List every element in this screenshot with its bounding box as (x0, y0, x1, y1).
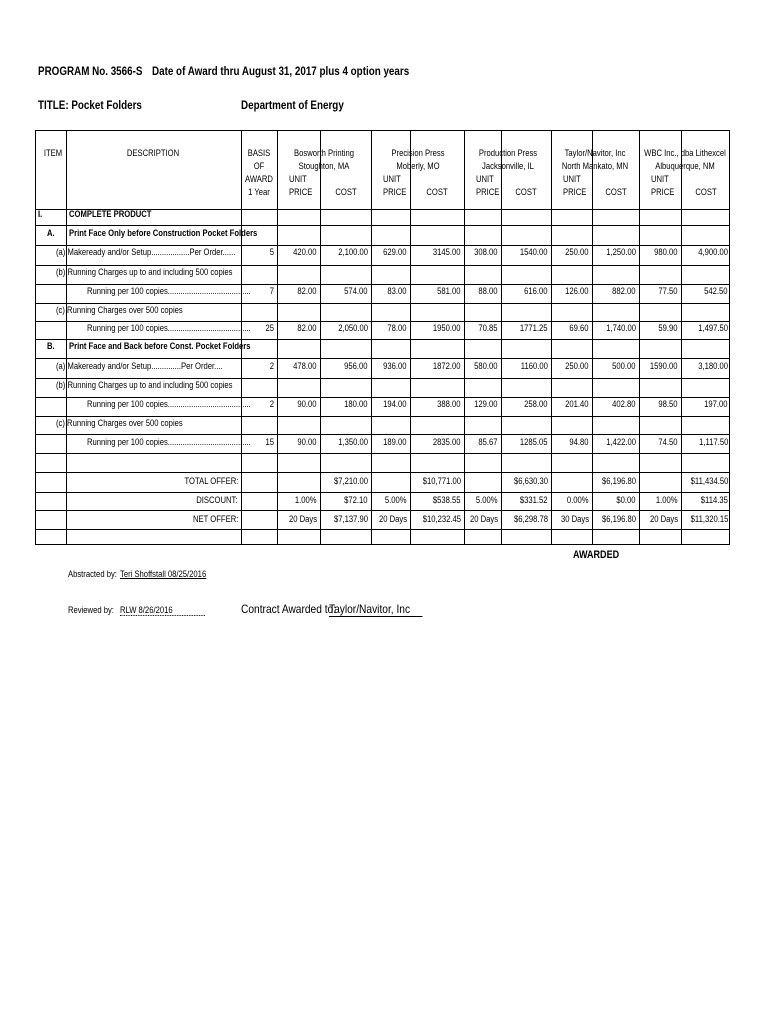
discount-value: $538.55 (433, 495, 461, 505)
unit-price-header: UNIT (289, 174, 307, 184)
cost-cell: 581.00 (437, 286, 461, 296)
unit-price-cell: 980.00 (654, 247, 678, 257)
cost-cell: 3,180.00 (698, 361, 728, 371)
line-item-description: COMPLETE PRODUCT (69, 209, 152, 219)
row-divider (36, 358, 729, 359)
net-value: $10,232.45 (422, 514, 461, 524)
net-value: 20 Days (469, 514, 498, 524)
unit-price-cell: 94.80 (569, 437, 589, 447)
row-divider (36, 434, 729, 435)
line-item-description: (b) Running Charges up to and including 500 copies (56, 380, 233, 390)
net-label: NET OFFER: (192, 514, 238, 524)
line-item-description: Running per 100 copies....................................... (87, 399, 251, 409)
unit-price-cell: 77.50 (658, 286, 678, 296)
unit-price-header: PRICE (476, 187, 500, 197)
unit-price-cell: 126.00 (565, 286, 589, 296)
cost-cell: 388.00 (437, 399, 461, 409)
row-divider (36, 265, 729, 266)
unit-price-header: UNIT (383, 174, 401, 184)
basis-column-header: OF (253, 161, 265, 171)
line-item-description: (a) Makeready and/or Setup..............Per Order.... (56, 361, 223, 371)
unit-price-header: UNIT (476, 174, 494, 184)
net-value: 20 Days (378, 514, 407, 524)
cost-cell: 2,100.00 (338, 247, 368, 257)
line-item-description: (c) Running Charges over 500 copies (56, 418, 183, 428)
unit-price-cell: 83.00 (387, 286, 407, 296)
cost-cell: 1,422.00 (606, 437, 636, 447)
contract-awarded-value: Taylor/Navitor, Inc (329, 602, 423, 617)
net-value: 20 Days (649, 514, 678, 524)
discount-value: $72.10 (344, 495, 368, 505)
unit-price-header: PRICE (651, 187, 675, 197)
cost-cell: 2,050.00 (338, 323, 368, 333)
vendor-location: Moberly, MO (395, 161, 440, 171)
unit-price-cell: 78.00 (387, 323, 407, 333)
vendor-location: North Mankato, MN (561, 161, 629, 171)
row-divider (36, 510, 729, 511)
row-divider (36, 397, 729, 398)
cost-cell: 616.00 (524, 286, 548, 296)
document-title: TITLE: Pocket Folders (38, 98, 142, 112)
net-value: 30 Days (560, 514, 589, 524)
discount-value: 0.00% (567, 495, 589, 505)
total-value: $6,196.80 (601, 476, 636, 486)
unit-price-cell: 250.00 (565, 247, 589, 257)
unit-price-cell: 69.60 (569, 323, 589, 333)
reviewed-by-label: Reviewed by: (68, 605, 114, 615)
cost-cell: 500.00 (612, 361, 636, 371)
row-divider (36, 303, 729, 304)
row-divider (36, 416, 729, 417)
unit-price-cell: 129.00 (474, 399, 498, 409)
unit-price-header: PRICE (383, 187, 407, 197)
discount-value: 5.00% (476, 495, 498, 505)
row-divider (36, 529, 729, 530)
line-item-description: Running per 100 copies....................................... (87, 323, 251, 333)
item-number: A. (47, 228, 55, 238)
line-item-description: (c) Running Charges over 500 copies (56, 305, 183, 315)
net-value: $6,196.80 (601, 514, 636, 524)
unit-price-cell: 189.00 (383, 437, 407, 447)
cost-cell: 1,117.50 (698, 437, 728, 447)
net-value: $6,298.78 (513, 514, 548, 524)
unit-price-cell: 194.00 (383, 399, 407, 409)
cost-cell: 542.50 (704, 286, 728, 296)
cost-cell: 180.00 (344, 399, 368, 409)
unit-price-cell: 420.00 (293, 247, 317, 257)
awarded-label: AWARDED (573, 549, 620, 561)
vendor-location: Jacksonville, IL (481, 161, 534, 171)
line-item-description: (b) Running Charges up to and including 500 copies (56, 267, 233, 277)
unit-price-cell: 936.00 (383, 361, 407, 371)
row-divider (36, 284, 729, 285)
cost-column-header: COST (515, 187, 537, 197)
vendor-name: Taylor/Navitor, Inc (564, 148, 626, 158)
discount-value: 1.00% (295, 495, 317, 505)
line-item-description: (a) Makeready and/or Setup..................Per Order...... (56, 247, 236, 257)
department-name: Department of Energy (241, 98, 344, 112)
unit-price-cell: 580.00 (474, 361, 498, 371)
cost-cell: 1,350.00 (338, 437, 368, 447)
row-divider (36, 245, 729, 246)
line-item-description: Print Face Only before Construction Pocket Folders (69, 228, 258, 238)
cost-cell: 1540.00 (520, 247, 548, 257)
total-value: $10,771.00 (422, 476, 461, 486)
cost-cell: 956.00 (344, 361, 368, 371)
cost-cell: 258.00 (524, 399, 548, 409)
row-divider (36, 492, 729, 493)
vendor-name: Precision Press (390, 148, 445, 158)
cost-cell: 882.00 (612, 286, 636, 296)
row-divider (36, 378, 729, 379)
total-value: $6,630.30 (513, 476, 548, 486)
unit-price-cell: 74.50 (658, 437, 678, 447)
line-item-description: Running per 100 copies....................................... (87, 437, 251, 447)
basis-quantity: 25 (265, 323, 274, 333)
discount-value: $331.52 (520, 495, 548, 505)
cost-cell: 4,900.00 (698, 247, 728, 257)
vendor-location: Albuquerque, NM (655, 161, 715, 171)
reviewed-by-value: RLW 8/26/2016 (120, 605, 205, 616)
cost-cell: 1771.25 (520, 323, 548, 333)
basis-column-header: AWARD (245, 174, 273, 184)
bid-tabulation-table (35, 130, 730, 545)
item-number: B. (47, 341, 55, 351)
basis-quantity: 2 (269, 361, 274, 371)
unit-price-cell: 308.00 (474, 247, 498, 257)
column-divider (66, 131, 67, 544)
discount-value: $0.00 (616, 495, 636, 505)
vendor-location: Stoughton, MA (298, 161, 350, 171)
unit-price-cell: 88.00 (478, 286, 498, 296)
row-divider (36, 453, 729, 454)
unit-price-header: PRICE (563, 187, 587, 197)
cost-cell: 402.80 (612, 399, 636, 409)
cost-cell: 1285.05 (520, 437, 548, 447)
unit-price-cell: 629.00 (383, 247, 407, 257)
line-item-description: Print Face and Back before Const. Pocket Folders (69, 341, 251, 351)
basis-quantity: 5 (269, 247, 274, 257)
basis-column-header: BASIS (247, 148, 271, 158)
cost-cell: 1160.00 (520, 361, 548, 371)
total-value: $11,434.50 (690, 476, 728, 486)
cost-column-header: COST (426, 187, 448, 197)
discount-value: 5.00% (385, 495, 407, 505)
abstracted-by-label: Abstracted by: (68, 569, 117, 579)
cost-cell: 3145.00 (433, 247, 461, 257)
unit-price-cell: 478.00 (293, 361, 317, 371)
line-item-description: Running per 100 copies....................................... (87, 286, 251, 296)
row-divider (36, 225, 729, 226)
basis-quantity: 2 (269, 399, 274, 409)
cost-cell: 197.00 (704, 399, 728, 409)
unit-price-cell: 59.90 (658, 323, 678, 333)
award-period: Date of Award thru August 31, 2017 plus 4 option years (152, 64, 410, 78)
cost-cell: 2835.00 (433, 437, 461, 447)
cost-cell: 574.00 (344, 286, 368, 296)
cost-cell: 1,497.50 (698, 323, 728, 333)
cost-column-header: COST (695, 187, 717, 197)
cost-column-header: COST (604, 187, 627, 197)
cost-cell: 1950.00 (433, 323, 461, 333)
description-column-header: DESCRIPTION (126, 148, 180, 158)
program-number: PROGRAM No. 3566-S (38, 64, 143, 78)
unit-price-cell: 82.00 (297, 323, 317, 333)
basis-quantity: 7 (269, 286, 274, 296)
row-divider (36, 321, 729, 322)
unit-price-header: PRICE (289, 187, 313, 197)
item-number: I. (38, 209, 43, 219)
discount-value: $114.35 (700, 495, 728, 505)
unit-price-cell: 201.40 (565, 399, 589, 409)
net-value: $7,137.90 (333, 514, 368, 524)
cost-cell: 1,250.00 (606, 247, 636, 257)
row-divider (36, 472, 729, 473)
discount-label: DISCOUNT: (196, 495, 238, 505)
net-value: $11,320.15 (690, 514, 728, 524)
cost-column-header: COST (334, 187, 357, 197)
unit-price-header: UNIT (563, 174, 581, 184)
vendor-name: Production Press (478, 148, 537, 158)
basis-quantity: 15 (265, 437, 274, 447)
abstracted-by-value: Teri Shoffstall 08/25/2016 (120, 569, 207, 579)
unit-price-cell: 1590.00 (650, 361, 678, 371)
vendor-name: WBC Inc., dba Lithexcel (644, 148, 726, 158)
basis-column-header: 1 Year (248, 187, 270, 197)
cost-cell: 1872.00 (433, 361, 461, 371)
discount-value: 1.00% (656, 495, 678, 505)
net-value: 20 Days (288, 514, 317, 524)
cost-cell: 1,740.00 (606, 323, 636, 333)
unit-price-cell: 98.50 (658, 399, 678, 409)
unit-price-cell: 250.00 (565, 361, 589, 371)
unit-price-cell: 90.00 (297, 437, 317, 447)
total-value: $7,210.00 (333, 476, 368, 486)
unit-price-cell: 90.00 (297, 399, 317, 409)
contract-awarded-label: Contract Awarded to: (241, 602, 337, 616)
item-column-header: ITEM (43, 148, 63, 158)
unit-price-cell: 82.00 (297, 286, 317, 296)
row-divider (36, 339, 729, 340)
unit-price-cell: 85.67 (478, 437, 498, 447)
total-label: TOTAL OFFER: (184, 476, 238, 486)
unit-price-cell: 70.85 (478, 323, 498, 333)
vendor-name: Bosworth Printing (294, 148, 354, 158)
unit-price-header: UNIT (651, 174, 669, 184)
